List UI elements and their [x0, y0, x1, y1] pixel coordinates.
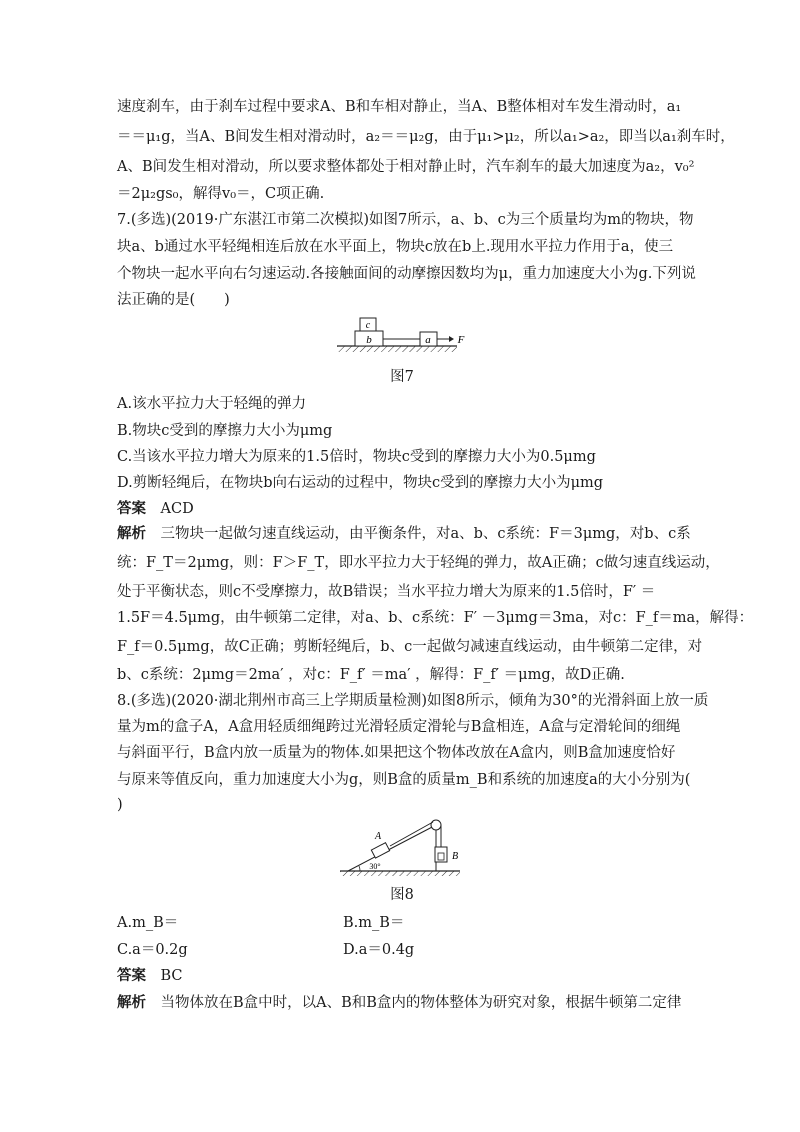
- label-c: c: [365, 320, 371, 331]
- rope-A: [390, 822, 433, 846]
- figure-8-diagram: [338, 817, 468, 877]
- pulley: [431, 820, 441, 830]
- option-B: B.m_B＝: [343, 915, 405, 931]
- text-line: 速度刹车，由于刹车过程中要求A、B和车相对静止，当A、B整体相对车发生滑动时，a₁: [117, 99, 682, 115]
- option-D: D.a＝0.4g: [343, 942, 415, 958]
- option-C: C.当该水平拉力增大为原来的1.5倍时，物块c受到的摩擦力大小为0.5μmg: [117, 449, 596, 465]
- analysis-text: 三物块一起做匀速直线运动，由平衡条件，对a、b、c系统：F＝3μmg，对b、c系: [160, 526, 691, 542]
- text-line: 块a、b通过水平轻绳相连后放在水平面上，物块c放在b上.现用水平拉力作用于a，使三: [117, 239, 674, 255]
- label-angle: 30°: [369, 862, 381, 871]
- analysis-7-line: b、c系统：2μmg＝2ma′ ，对c：F_f′ ＝ma′ ，解得：F_f′ ＝μmg，故D正确.: [117, 667, 625, 683]
- analysis-7-line: 1.5F＝4.5μmg，由牛顿第二定律，对a、b、c系统：F′ －3μmg＝3ma，对c：F_f＝ma，解得：: [117, 610, 754, 626]
- box-A: [371, 843, 389, 858]
- object-in-B: [438, 853, 444, 860]
- option-D: D.剪断轻绳后，在物块b向右运动的过程中，物块c受到的摩擦力大小为μmg: [117, 475, 604, 491]
- question-8-stem: 8.(多选)(2020·湖北荆州市高三上学期质量检测)如图8所示，倾角为30°的光滑斜面上放一质: [117, 693, 709, 709]
- figure-7-diagram: [333, 315, 468, 355]
- angle-arc: [359, 866, 360, 871]
- analysis-7-line: [117, 524, 691, 544]
- question-7-stem: 7.(多选)(2019·广东湛江市第二次模拟)如图7所示，a、b、c为三个质量均为m的物块，物: [117, 212, 694, 228]
- label-a: a: [425, 334, 431, 346]
- answer-8: [117, 966, 687, 986]
- text-line: 法正确的是( ): [117, 292, 230, 308]
- analysis-7-line: F_f＝0.5μmg，故C正确；剪断轻绳后，b、c一起做匀减速直线运动，由牛顿第二定律，对: [117, 639, 703, 655]
- text-line: 量为m的盒子A，A盒用轻质细绳跨过光滑轻质定滑轮与B盒相连，A盒与定滑轮间的细绳: [117, 719, 681, 735]
- label-A: A: [374, 831, 382, 842]
- answer-label: 答案: [117, 500, 146, 517]
- analysis-label: 解析: [117, 994, 146, 1011]
- figure-8-caption: 图8: [390, 887, 414, 903]
- label-B: B: [451, 851, 459, 862]
- analysis-text: 当物体放在B盒中时，以A、B和B盒内的物体整体为研究对象，根据牛顿第二定律: [160, 995, 682, 1011]
- text-line: A、B间发生相对滑动，所以要求整体都处于相对静止时，汽车刹车的最大加速度为a₂，v₀²: [117, 159, 695, 175]
- text-line: ＝2μ₂gs₀，解得v₀＝，C项正确.: [117, 186, 325, 202]
- option-A: A.该水平拉力大于轻绳的弹力: [117, 396, 307, 412]
- text-line: 与原来等值反向，重力加速度大小为g，则B盒的质量m_B和系统的加速度a的大小分别为(: [117, 772, 691, 788]
- options-row: [117, 913, 687, 933]
- answer-value: BC: [160, 968, 183, 984]
- option-C: C.a＝0.2g: [117, 942, 188, 958]
- label-F: F: [457, 334, 465, 346]
- options-row: [117, 940, 687, 960]
- answer-label: 答案: [117, 967, 146, 984]
- ground-hatch: [340, 871, 460, 876]
- analysis-8-line: [117, 993, 687, 1013]
- text-line: ＝＝μ₁g，当A、B间发生相对滑动时，a₂＝＝μ₂g，由于μ₁>μ₂，所以a₁>a₂，即当以a₁刹车时，: [117, 129, 735, 145]
- analysis-7-line: 统：F_T＝2μmg，则：F＞F_T，即水平拉力大于轻绳的弹力，故A正确；c做匀速直线运动，: [117, 555, 720, 571]
- option-A: A.m_B＝: [117, 915, 179, 931]
- answer-value: ACD: [160, 501, 194, 517]
- incline: [348, 825, 436, 871]
- arrow-head-icon: [449, 336, 454, 342]
- figure-7-caption: 图7: [390, 369, 414, 385]
- text-line: ): [117, 797, 123, 813]
- ground-hatch: [337, 346, 457, 352]
- text-line: 个物块一起水平向右匀速运动.各接触面间的动摩擦因数均为μ，重力加速度大小为g.下列说: [117, 266, 696, 282]
- analysis-label: 解析: [117, 525, 146, 542]
- label-b: b: [366, 334, 372, 346]
- text-line: 与斜面平行，B盒内放一质量为的物体.如果把这个物体改放在A盒内，则B盒加速度恰好: [117, 745, 676, 761]
- option-B: B.物块c受到的摩擦力大小为μmg: [117, 423, 333, 439]
- answer-7: [117, 499, 687, 519]
- analysis-7-line: 处于平衡状态，则c不受摩擦力，故B错误；当水平拉力增大为原来的1.5倍时，F′ ＝: [117, 584, 656, 600]
